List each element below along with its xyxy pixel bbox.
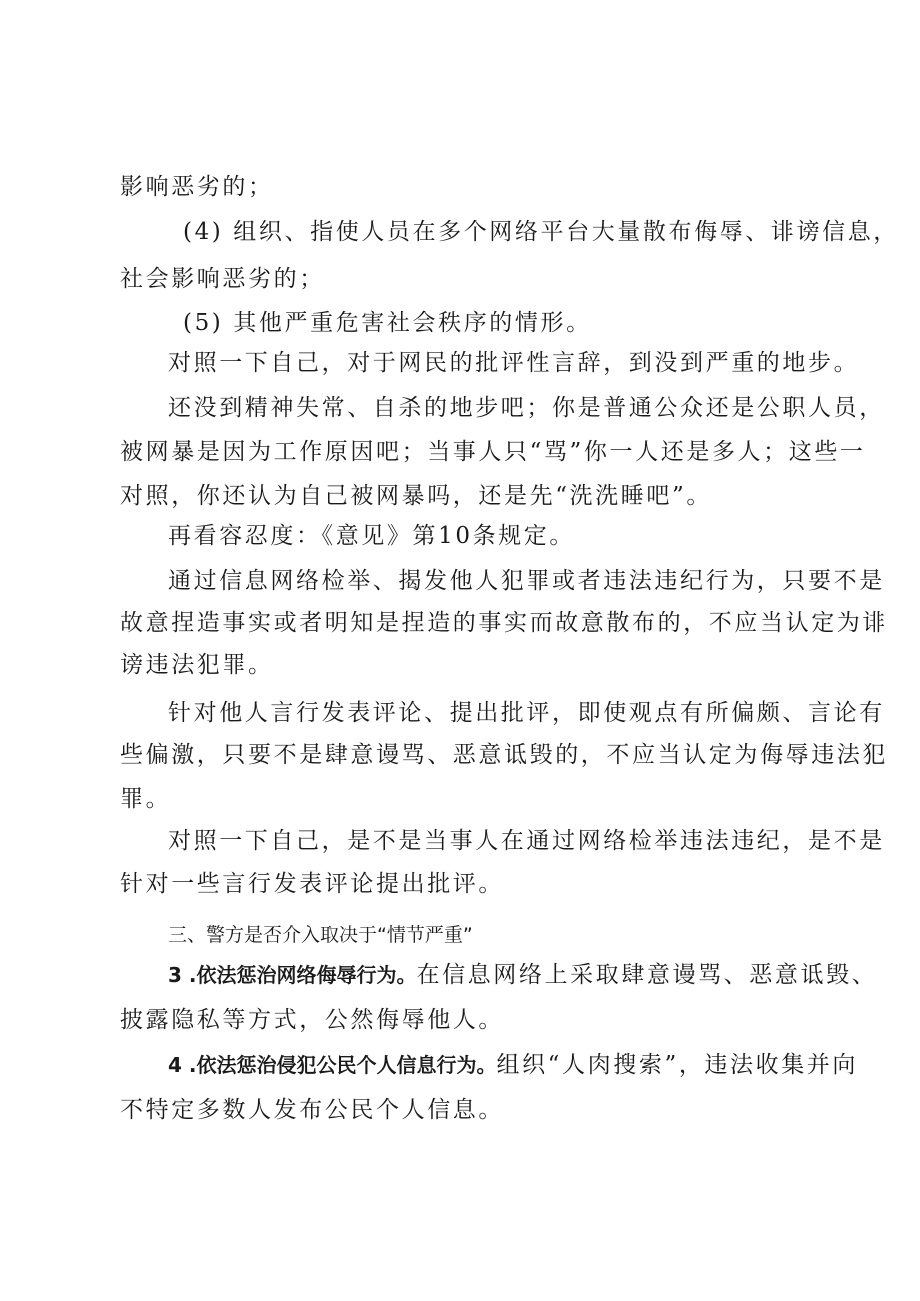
section-heading: 三、警方是否介入取决于“情节严重” bbox=[168, 924, 473, 946]
paragraph-line: (4) 组织、指使人员在多个网络平台大量散布侮辱、诽谤信息， bbox=[183, 219, 899, 245]
paragraph-line: 被网暴是因为工作原因吧；当事人只“骂”你一人还是多人；这些一 bbox=[120, 439, 866, 465]
paragraph-line: 通过信息网络检举、揭发他人犯罪或者违法违纪行为，只要不是 bbox=[168, 568, 885, 594]
paragraph-line: 对照一下自己，是不是当事人在通过网络检举违法违纪，是不是 bbox=[168, 828, 885, 854]
paragraph-line: 社会影响恶劣的； bbox=[120, 266, 325, 292]
paragraph-line: 针对他人言行发表评论、提出批评，即使观点有所偏颇、言论有 bbox=[168, 700, 885, 726]
paragraph-line: 罪。 bbox=[120, 786, 172, 812]
item-3-text: 在信息网络上采取肆意谩骂、恶意诋毁、 bbox=[416, 962, 878, 988]
paragraph-line: 还没到精神失常、自杀的地步吧；你是普通公众还是公职人员， bbox=[168, 395, 885, 421]
paragraph-line: 影响恶劣的； bbox=[120, 174, 274, 200]
paragraph-line: 针对一些言行发表评论提出批评。 bbox=[120, 871, 504, 897]
paragraph-line: 对照一下自己，对于网民的批评性言辞，到没到严重的地步。 bbox=[168, 350, 860, 376]
paragraph-line: 故意捏造事实或者明知是捏造的事实而故意散布的，不应当认定为诽 bbox=[120, 610, 888, 636]
item-4-text-b: ，违法收集并向 bbox=[678, 1052, 859, 1078]
item-4-text-a: 组织“人肉搜索” bbox=[496, 1052, 679, 1078]
paragraph-line: 对照，你还认为自己被网暴吗，还是先“洗洗睡吧”。 bbox=[120, 483, 712, 509]
item-4-lead: 4 .依法惩治侵犯公民个人信息行为。 bbox=[168, 1053, 497, 1077]
paragraph-line: (5) 其他严重危害社会秩序的情形。 bbox=[183, 310, 592, 336]
paragraph-line: 谤违法犯罪。 bbox=[120, 652, 274, 678]
paragraph-line: 披露隐私等方式，公然侮辱他人。 bbox=[120, 1007, 504, 1033]
item-3-lead: 3 .依法惩治网络侮辱行为。 bbox=[168, 963, 417, 987]
paragraph-line: 不特定多数人发布公民个人信息。 bbox=[120, 1097, 504, 1123]
paragraph-line: 些偏激，只要不是肆意谩骂、恶意诋毁的，不应当认定为侮辱违法犯 bbox=[120, 742, 888, 768]
paragraph-line: 再看容忍度：《意见》第10条规定。 bbox=[168, 523, 575, 549]
item-3-line bbox=[168, 960, 878, 990]
item-4-line bbox=[168, 1050, 868, 1080]
